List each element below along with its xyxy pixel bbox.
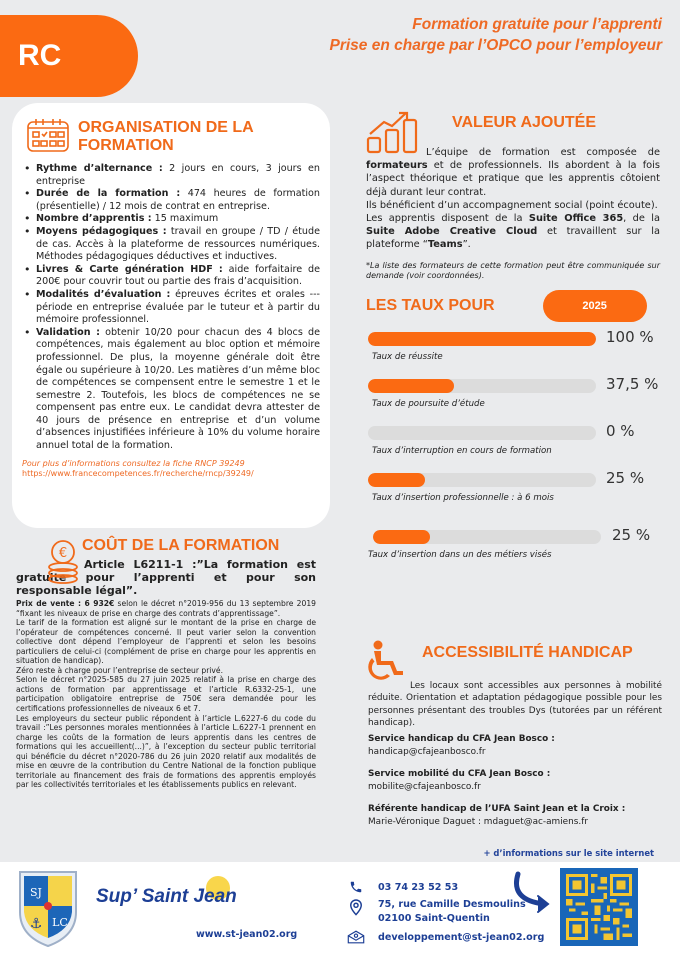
text-span: ”.: [462, 239, 471, 251]
rncp-note: Pour plus d’informations consultez la fiche RNCP 39249: [22, 458, 245, 468]
phone-row: [346, 880, 458, 894]
wheelchair-icon: [368, 640, 406, 686]
text-span: L’équipe de formation est composée de: [426, 147, 660, 158]
valeur-text: [366, 146, 660, 252]
item-text: 2 jours en cours, 3 jours en entreprise: [36, 163, 321, 187]
rate-row: [366, 326, 660, 373]
more-info-link[interactable]: + d’informations sur le site internet: [483, 848, 654, 858]
item-text: 15 maximum: [151, 213, 219, 225]
growth-chart-icon: [366, 110, 422, 154]
contact-referente: [368, 803, 662, 829]
address-row: [346, 898, 526, 926]
cost-paragraph-1: Le tarif de la formation est aligné sur le montant de la prise en charge de l’opérateur de compétences concerné. Il peut varier selon la convention collective dont dépend l’employeur de l’apprenti et selon les besoins particuliers de celui-ci (complément de prise en charge pour les apprentis en situation de handicap).: [16, 618, 316, 666]
text-bold: Teams: [427, 239, 463, 251]
text-bold: Suite Office 365: [528, 213, 624, 225]
trainers-note: *La liste des formateurs de cette formation peut être communiquée sur demande (voir coordonnées).: [366, 260, 660, 281]
cost-paragraph-3: Selon le décret n°2025-585 du 27 juin 2025 relatif à la prise en charge des actions de formation par apprentissage et l’article R.6332-25-1, une participation obligatoire entreprise de 750€ sera demandée pour les certifications professionnelles de niveaux 6 et 7.: [16, 675, 316, 714]
email-row: [346, 930, 544, 944]
organisation-title: ORGANISATION DE LA FORMATION: [78, 119, 254, 154]
phone-number[interactable]: 03 74 23 52 53: [378, 881, 459, 893]
valeur-title: VALEUR AJOUTÉE: [452, 114, 597, 131]
tagline-line-2: Prise en charge par l’OPCO pour l’employeur: [329, 37, 662, 54]
svg-text:LC: LC: [52, 916, 68, 929]
contact-handicap: [368, 733, 662, 759]
item-text: obtenir 10/20 pour chacun des 4 blocs de compétences, mais également au bloc option et mémoire professionnel. De plus, la moyenne générale doit être égale ou supérieure à 10/20. Les matières d’un même bloc de compétences se compensent entre le semestre 1 et le semestre 2. Toutefois, les blocs de compétences ne se compensent pas entre eux. Le candidat devra attester de 40 jours de présence en entreprise et d’un volume d’absences injustifiées inférieure à 10% du volume horaire annuel total de la formation.: [36, 326, 320, 452]
item-text: aide forfaitaire de 200€ pour couvrir tout ou partie des frais d’acquisition.: [36, 263, 320, 288]
svg-text:€: €: [58, 546, 68, 561]
text-span: , de la: [623, 213, 660, 225]
item-label: Moyens pédagogiques :: [36, 225, 167, 237]
envelope-at-icon: [346, 930, 366, 944]
rate-fill: [368, 332, 596, 346]
phone-icon: [346, 880, 366, 894]
contact-label: Référente handicap de l’UFA Saint Jean et la Croix :: [368, 804, 626, 815]
accessibility-paragraph: Les locaux sont accessibles aux personnes à mobilité réduite. Orientation et adaptation pédagogique possible pour les personnes présentant des troubles Dys (tutorées par un référent handicap).: [368, 681, 662, 728]
list-item: [22, 289, 320, 327]
rates-list: [366, 326, 660, 571]
price-paragraph: [16, 599, 316, 618]
price-text: selon le décret n°2019-956 du 13 septembre 2019 “fixant les niveaux de prise en charge des contrats d’apprentissage”.: [16, 599, 317, 618]
rate-label: Taux d’insertion professionnelle : à 6 mois: [372, 492, 554, 503]
list-item: [22, 327, 320, 453]
contact-email[interactable]: handicap@cfajeanbosco.fr: [368, 747, 486, 758]
rates-header: [366, 290, 660, 322]
cost-body: [16, 599, 316, 790]
rate-value: 25 %: [612, 525, 651, 544]
text-bold: formateurs: [366, 160, 428, 172]
rate-row: [366, 467, 660, 514]
accessibility-title: ACCESSIBILITÉ HANDICAP: [422, 644, 633, 661]
curved-arrow-icon: [508, 870, 556, 922]
item-label: Validation :: [36, 326, 100, 338]
item-text: 474 heures de formation (présentielle) / 12 mois de contrat en entreprise.: [36, 188, 320, 212]
email-address[interactable]: developpement@st-jean02.org: [378, 931, 545, 943]
rate-fill: [368, 473, 425, 487]
rate-value: 25 %: [606, 468, 645, 487]
rate-label: Taux de poursuite d’étude: [372, 398, 485, 409]
rate-value: 100 %: [606, 327, 654, 346]
rate-track: [368, 473, 596, 487]
contact-label: Service mobilité du CFA Jean Bosco :: [368, 769, 551, 780]
rate-track: [368, 426, 596, 440]
rates-title: LES TAUX POUR: [366, 296, 495, 314]
organisation-list: [22, 163, 320, 453]
cost-paragraph-2: Zéro reste à charge pour l’entreprise de secteur privé.: [16, 665, 223, 675]
website-link[interactable]: www.st-jean02.org: [196, 929, 298, 940]
item-text: épreuves écrites et orales --- période en entreprise évaluée par le tuteur et à partir du mémoire professionnel.: [36, 288, 320, 326]
rate-track: [373, 530, 601, 544]
text-span: et travaillent sur la plateforme “: [366, 226, 661, 251]
cost-header: [46, 537, 316, 561]
svg-text:SJ: SJ: [30, 886, 42, 899]
brand-text: Sup’ Saint Jean: [96, 886, 237, 907]
rate-value: 37,5 %: [606, 374, 659, 393]
cost-title: COÛT DE LA FORMATION: [82, 537, 280, 554]
item-label: Rythme d’alternance :: [36, 163, 163, 174]
qr-code[interactable]: [560, 868, 638, 946]
accessibility-section: [368, 640, 662, 838]
price-label: Prix de vente : 6 932€: [16, 599, 115, 608]
text-span: et de professionnels. Ils abordent à la fois l’aspect théorique et pratique que les apprentis côtoient déjà durant leur contrat.: [366, 160, 660, 198]
contact-email[interactable]: mobilite@cfajeanbosco.fr: [368, 782, 481, 793]
euro-coins-icon: [44, 539, 82, 589]
location-pin-icon: [346, 898, 366, 916]
rate-fill: [373, 530, 430, 544]
rate-label: Taux d’interruption en cours de formation: [372, 445, 552, 456]
year-badge: 2025: [543, 290, 647, 322]
rate-fill: [368, 379, 454, 393]
list-item: [22, 213, 320, 226]
school-crest-logo: [16, 868, 80, 952]
contacts: [368, 733, 662, 829]
item-label: Nombre d’apprentis :: [36, 213, 152, 225]
rate-label: Taux d’insertion dans un des métiers visés: [368, 549, 552, 560]
text-bold: Suite Adobe Creative Cloud: [366, 226, 538, 238]
item-label: Modalités d’évaluation :: [36, 288, 171, 300]
list-item: [22, 188, 320, 213]
rate-track: [368, 379, 596, 393]
program-code: RC: [18, 39, 62, 72]
valeur-paragraph-3: [366, 212, 660, 252]
organisation-panel: [12, 103, 330, 528]
rate-row: [366, 420, 660, 467]
header-tagline: [330, 14, 663, 56]
organisation-header: [26, 117, 320, 157]
cost-paragraph-4: Les employeurs du secteur public répondent à l’article L.6227-6 du code du travail :”Les personnes morales mentionnées à l’article L.6227-1 prennent en charge les coûts de la formation de leurs apprentis dans les centres de formations qui les accueillent(...)”, à l’exception du secteur public territorial qui bénéficie du décret n°2020-786 du 26 juin 2020 relatif aux modalités de mise en œuvre de la contribution du Centre National de la fonction publique territoriale au financement des frais de formations des apprentis employés par les collectivités territoriales et les établissements publics en relevant.: [16, 713, 316, 790]
valeur-paragraph-2: Ils bénéficient d’un accompagnement social (point écoute).: [366, 199, 658, 211]
text-span: Les apprentis disposent de la: [366, 213, 529, 225]
svg-text:⚓: ⚓: [29, 916, 43, 932]
right-column: [366, 110, 660, 571]
rate-label: Taux de réussite: [372, 351, 443, 362]
address-line-2: 02100 Saint-Quentin: [378, 913, 490, 924]
accessibility-text: [368, 680, 662, 729]
list-item: [22, 226, 320, 264]
item-label: Durée de la formation :: [36, 188, 181, 200]
brand-name: [96, 886, 237, 908]
item-label: Livres & Carte génération HDF :: [36, 263, 223, 275]
address-line-1: 75, rue Camille Desmoulins: [378, 899, 526, 910]
contact-label: Service handicap du CFA Jean Bosco :: [368, 734, 555, 745]
footer: [0, 862, 680, 953]
contact-mobilite: [368, 768, 662, 794]
item-text: travail en groupe / TD / étude de cas. Accès à la plateforme de ressources numériques. Méthodes pédagogiques déductives et inductives.: [36, 225, 320, 263]
list-item: [22, 163, 320, 188]
program-badge: [0, 15, 138, 97]
rate-value: 0 %: [606, 421, 635, 440]
rate-track: [368, 332, 596, 346]
address: [378, 898, 526, 926]
list-item: [22, 264, 320, 289]
rate-row: [366, 373, 660, 420]
rncp-link[interactable]: https://www.francecompetences.fr/recherche/rncp/39249/: [22, 469, 254, 479]
calendar-icon: [26, 117, 70, 157]
tagline-line-1: Formation gratuite pour l’apprenti: [412, 16, 662, 33]
cost-article: Article L6211-1 :”La formation est gratuite pour l’apprenti et pour son responsable légal”.: [16, 558, 316, 597]
rate-row: [366, 524, 660, 571]
contact-email[interactable]: Marie-Véronique Daguet : mdaguet@ac-amiens.fr: [368, 817, 588, 828]
rncp-info: [22, 459, 320, 480]
cost-section: [16, 537, 316, 790]
